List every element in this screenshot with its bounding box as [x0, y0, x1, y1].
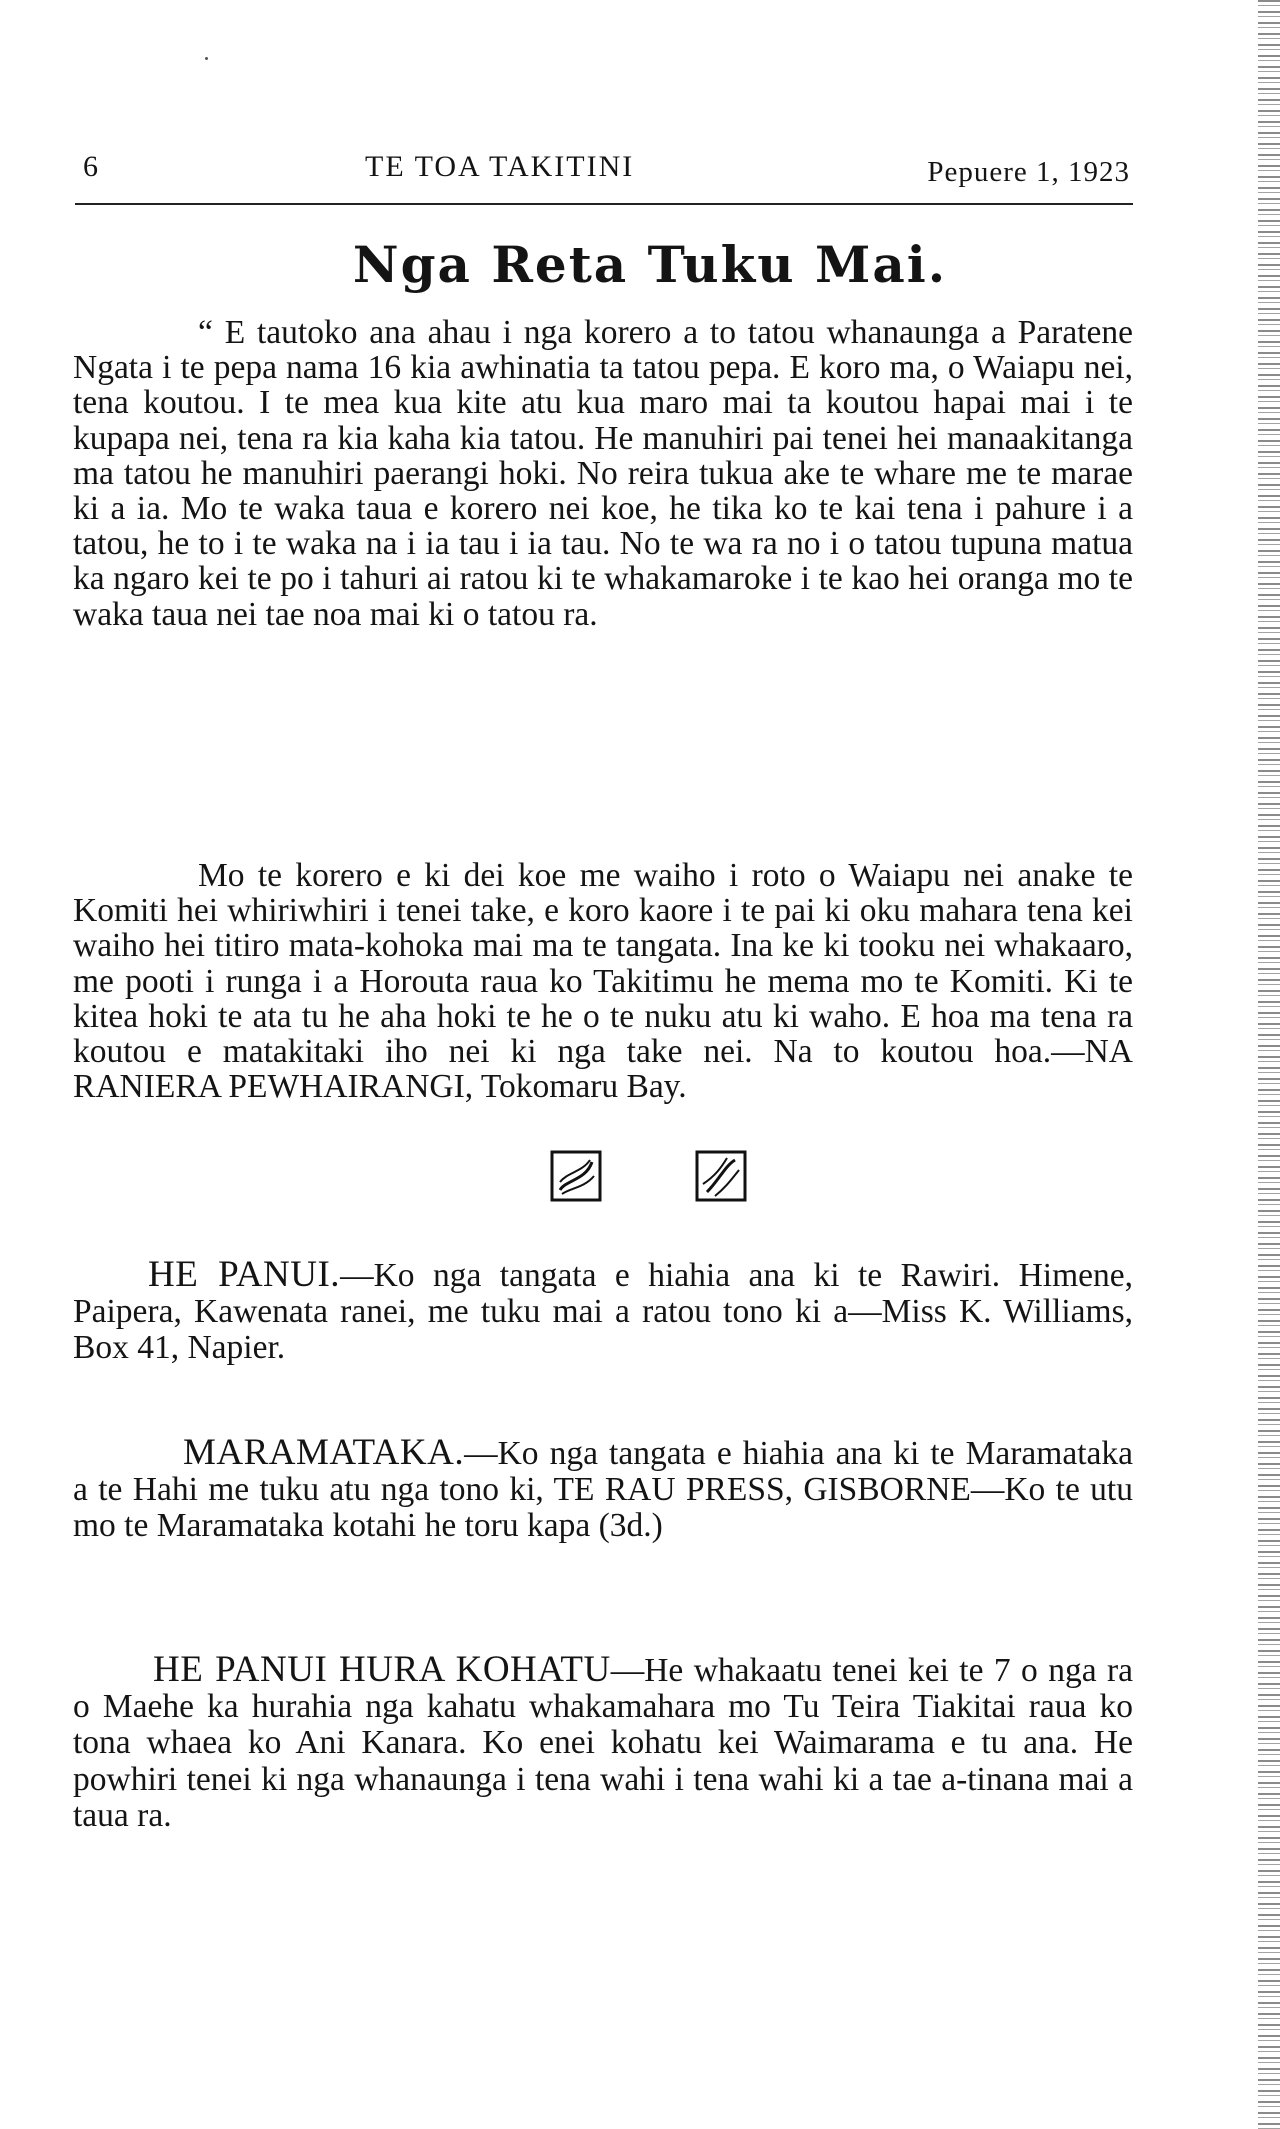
scan-edge-artifact	[1258, 0, 1280, 2129]
notice-he-panui	[73, 1254, 1134, 1367]
notice-lead: HE PANUI.	[148, 1254, 341, 1295]
notice-maramataka	[73, 1432, 1133, 1545]
notice-text: —He whakaatu tenei kei te 7 o nga ra o Maehe ka hurahia nga kahatu whakamahara mo Tu Teira Tiakitai raua ko tona whaea ko Ani Kanara. Ko enei kohatu kei Waimarama e tu ana. He powhiri tenei ki nga whanaunga i tena wahi i tena wahi ki a tae a-tinana mai a taua ra.	[73, 1652, 1133, 1834]
notice-text: —Ko nga tangata e hiahia ana ki te Maramataka a te Hahi me tuku atu nga tono ki, TE RAU PRESS, GISBORNE—Ko te utu mo te Maramataka kotahi he toru kapa (3d.)	[73, 1435, 1133, 1545]
section-ornaments	[550, 1150, 750, 1220]
notice-lead: HE PANUI HURA KOHATU	[153, 1649, 611, 1690]
publication-title: TE TOA TAKITINI	[365, 150, 635, 183]
print-speck	[205, 57, 208, 60]
letter-paragraph-2: Mo te korero e ki dei koe me waiho i roto o Waiapu nei anake te Komiti hei whiriwhiri i tenei take, e koro kaore i te pai ki oku mahara tena kei waiho hei titiro mata-kohoka mai ma te tangata. Ina ke ki tooku nei whakaaro, me pooti i runga i a Horouta raua ko Takitimu he mema mo te Komiti. Ki te kitea hoki te ata tu he aha hoki te he o te nuku atu ki waho. E hoa ma tena ra koutou e matakitaki iho nei ki nga take nei. Na to koutou hoa.—NA RANIERA PEWHAIRANGI, Tokomaru Bay.	[73, 857, 1133, 1106]
header-rule	[75, 203, 1133, 205]
issue-date: Pepuere 1, 1923	[927, 156, 1130, 188]
notice-hura-kohatu	[73, 1649, 1133, 1834]
ornament-right-icon	[695, 1150, 747, 1202]
notice-lead: MARAMATAKA.	[183, 1432, 465, 1473]
section-heading: Nga Reta Tuku Mai.	[352, 235, 948, 294]
letter-paragraph-1: “ E tautoko ana ahau i nga korero a to tatou whanaunga a Paratene Ngata i te pepa nama 16 kia awhinatia ta tatou pepa. E koro ma, o Waiapu nei, tena koutou. I te mea kua kite atu kua maro mai ta koutou hapai mai i te kupapa nei, tena ra kia kaha kia tatou. He manuhiri pai tenei hei manaakitanga ma tatou he manuhiri paerangi hoki. No reira tukua ake te whare me te marae ki a ia. Mo te waka taua e korero nei koe, he tika ko te kai tena i pahure i a tatou, he to i te waka na i ia tau i ia tau. No te wa ra no i o tatou tupuna matua ka ngaro kei te po i tahuri ai ratou ki te whakamaroke i te kao hei oranga mo te waka taua nei tae noa mai ki o tatou ra.	[73, 314, 1133, 633]
page-number: 6	[83, 150, 99, 183]
page-header	[75, 150, 1130, 200]
notice-text: —Ko nga tangata e hiahia ana ki te Rawiri. Himene, Paipera, Kawenata ranei, me tuku mai a ratou tono ki a—Miss K. Williams, Box 41, Napier.	[73, 1257, 1134, 1367]
ornament-left-icon	[550, 1150, 602, 1202]
